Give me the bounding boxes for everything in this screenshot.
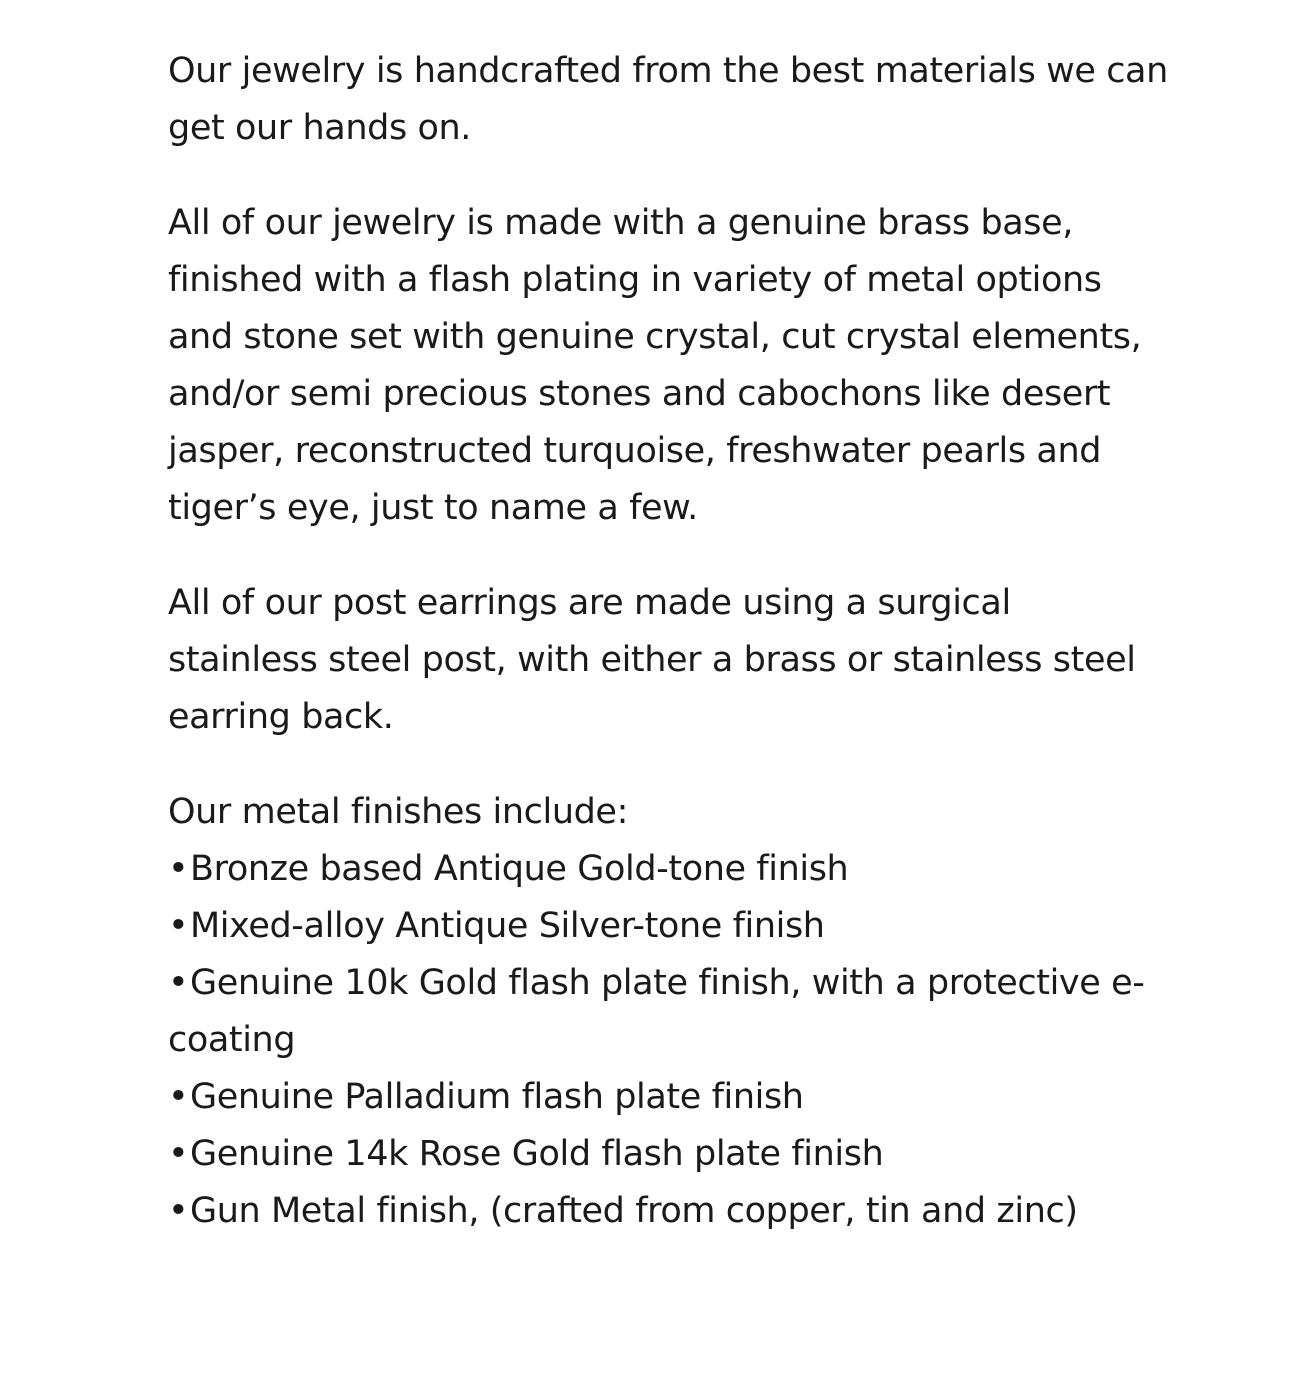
bullet-icon: • [168, 1077, 189, 1117]
finishes-list [168, 841, 1168, 1240]
materials-paragraph: All of our jewelry is made with a genuine brass base, finished with a flash plating in variety of metal options and stone set with genuine crystal, cut crystal elements, and/or semi precious stones and cabochons like desert jasper, reconstructed turquoise, freshwater pearls and tiger’s eye, just to name a few. [168, 203, 1142, 528]
bullet-icon: • [168, 1134, 189, 1174]
bullet-icon: • [168, 849, 189, 889]
bullet-icon: • [168, 1191, 189, 1231]
product-materials-text [168, 43, 1168, 1240]
finishes-heading: Our metal finishes include: [168, 792, 628, 832]
list-item: •Gun Metal finish, (crafted from copper, tin and zinc) [168, 1183, 1168, 1240]
list-item: •Genuine 10k Gold flash plate finish, with a protective e-coating [168, 955, 1168, 1069]
list-item: •Genuine 14k Rose Gold flash plate finish [168, 1126, 1168, 1183]
bullet-icon: • [168, 963, 189, 1003]
earrings-paragraph: All of our post earrings are made using a surgical stainless steel post, with either a brass or stainless steel earring back. [168, 583, 1136, 737]
intro-paragraph: Our jewelry is handcrafted from the best materials we can get our hands on. [168, 51, 1168, 148]
list-item: •Bronze based Antique Gold-tone finish [168, 841, 1168, 898]
list-item: •Genuine Palladium flash plate finish [168, 1069, 1168, 1126]
bullet-icon: • [168, 906, 189, 946]
list-item: •Mixed-alloy Antique Silver-tone finish [168, 898, 1168, 955]
